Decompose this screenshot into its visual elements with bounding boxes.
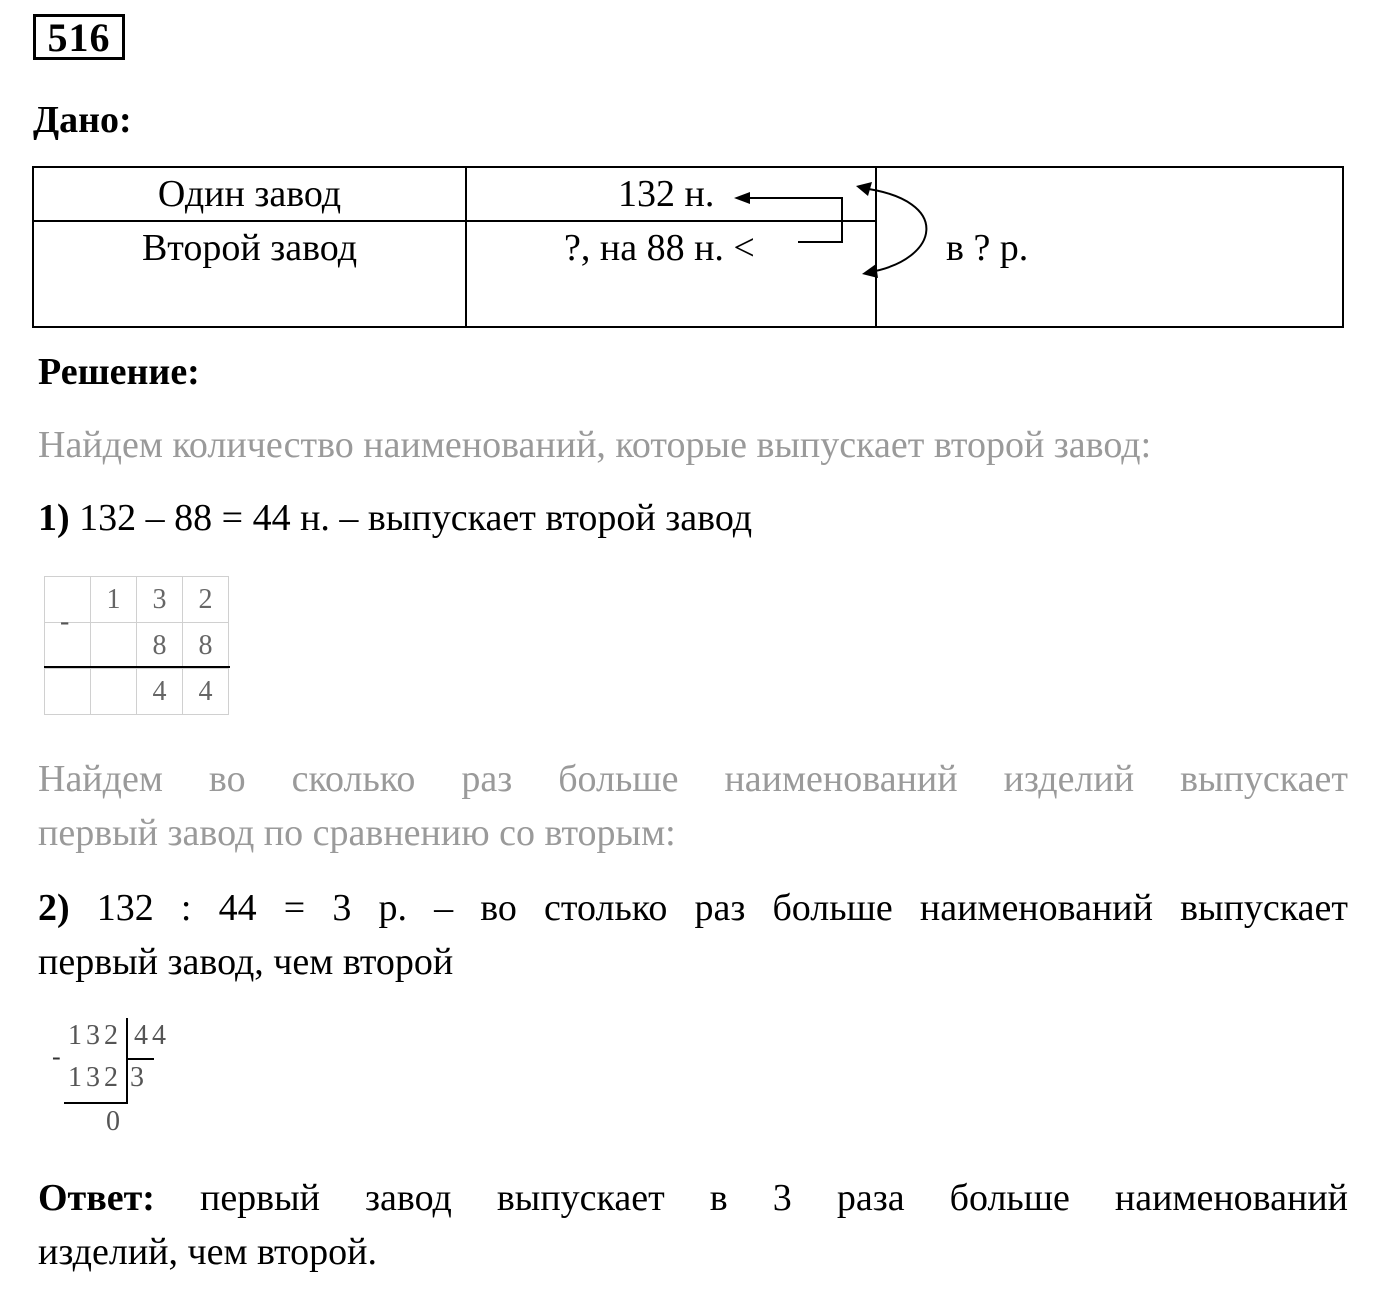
divisor: 44 xyxy=(134,1020,170,1051)
step-1 xyxy=(38,496,752,540)
ratio-arc xyxy=(862,188,926,272)
answer-text: первый завод выпускает в 3 раза больше наименований xyxy=(199,1177,1348,1219)
difference-arrow xyxy=(746,198,842,242)
answer-line-2: изделий, чем второй. xyxy=(38,1231,377,1273)
solution-intro-2-line-2: первый завод по сравнению со вторым: xyxy=(38,812,676,854)
comparison-value: в ? р. xyxy=(946,227,1029,269)
division-minus-sign: - xyxy=(52,1042,61,1071)
grid-cell: 2 xyxy=(183,577,229,623)
step-1-expression: 132 – 88 = 44 н. – выпускает второй завод xyxy=(79,497,753,539)
grid-cell: 8 xyxy=(137,623,183,669)
task-number: 516 xyxy=(33,14,125,60)
quotient-line xyxy=(126,1058,154,1060)
subtrahend: 132 xyxy=(68,1062,122,1093)
row-label-first-factory: Один завод xyxy=(157,173,342,215)
answer-label: Ответ: xyxy=(38,1177,155,1219)
step-2-number: 2) xyxy=(38,887,70,929)
solution-heading: Решение: xyxy=(38,351,200,393)
answer-line-1 xyxy=(38,1176,1348,1220)
step-2-expression: 132 : 44 = 3 р. – во столько раз больше наименований выпускает xyxy=(96,887,1348,929)
grid-cell: 3 xyxy=(137,577,183,623)
grid-cell: 4 xyxy=(137,669,183,715)
ratio-arrowhead-top xyxy=(856,182,872,196)
ratio-arrowhead-bottom xyxy=(862,264,878,278)
minus-sign: - xyxy=(60,606,70,637)
solution-intro-1: Найдем количество наименований, которые выпускает второй завод: xyxy=(38,424,1152,466)
given-table xyxy=(32,166,1344,328)
given-heading: Дано: xyxy=(33,99,132,141)
grid-cell: 8 xyxy=(183,623,229,669)
solution-intro-2-line-1: Найдем во сколько раз больше наименований изделий выпускает xyxy=(38,758,1348,800)
result-line xyxy=(44,666,230,668)
long-division xyxy=(50,1016,190,1146)
grid-cell xyxy=(91,669,137,715)
row-label-second-factory: Второй завод xyxy=(141,227,358,269)
grid-cell xyxy=(91,623,137,669)
row-value-first-factory: 132 н. xyxy=(618,173,715,215)
difference-arrowhead xyxy=(734,192,750,204)
step-1-number: 1) xyxy=(38,497,70,539)
remainder-line xyxy=(64,1102,128,1104)
division-vertical-line xyxy=(126,1018,128,1104)
step-2-line-2: первый завод, чем второй xyxy=(38,941,454,983)
remainder: 0 xyxy=(106,1106,124,1137)
dividend: 132 xyxy=(68,1020,122,1051)
subtraction-grid xyxy=(44,576,229,715)
grid-cell: 1 xyxy=(91,577,137,623)
grid-cell xyxy=(45,669,91,715)
relation-arrows xyxy=(34,168,1342,326)
grid-cell: 4 xyxy=(183,669,229,715)
row-value-second-factory: ?, на 88 н. < xyxy=(564,227,755,269)
step-2-line-1 xyxy=(38,886,1348,930)
quotient: 3 xyxy=(130,1062,148,1093)
